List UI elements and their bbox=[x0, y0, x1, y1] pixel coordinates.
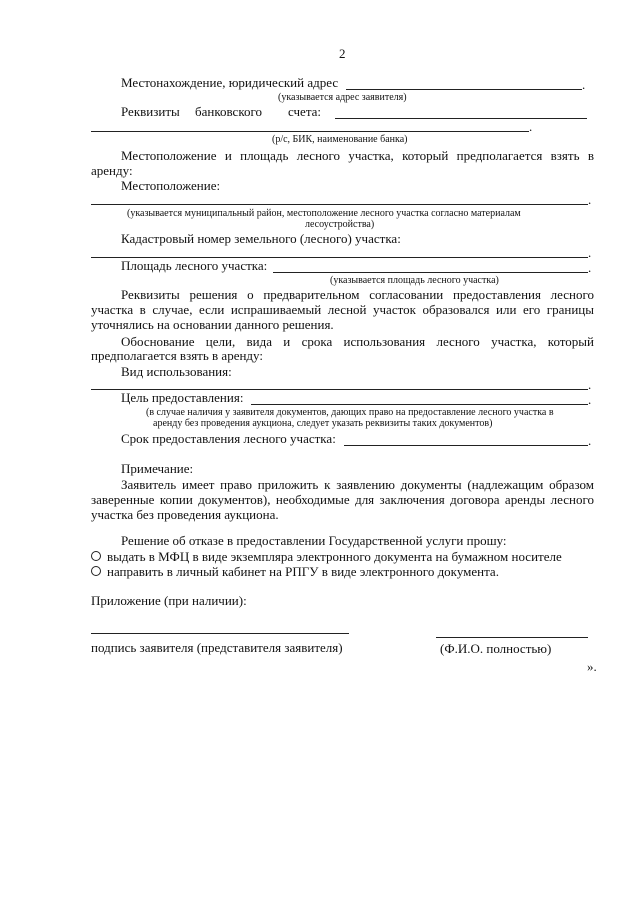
decision-line-3: уточнялись на основании данного решения. bbox=[91, 317, 334, 332]
location-field[interactable] bbox=[346, 89, 582, 90]
location-label: Местонахождение, юридический адрес bbox=[121, 75, 339, 90]
bank-field-line-1[interactable] bbox=[335, 118, 587, 119]
name-label: (Ф.И.О. полностью) bbox=[440, 641, 552, 656]
purpose-field[interactable] bbox=[251, 404, 588, 405]
position-hint-line-2: лесоустройства) bbox=[305, 219, 375, 230]
radio-circle-icon[interactable] bbox=[91, 551, 101, 561]
bank-label-2: банковского bbox=[195, 104, 262, 119]
note-line-2: заверенные копии документов), необходимые для заключения договора аренды лесного bbox=[91, 492, 594, 507]
name-field[interactable] bbox=[436, 637, 588, 638]
justification-line-1: Обоснование цели, вида и срока использования лесного участка, который bbox=[121, 334, 594, 349]
bank-hint: (р/с, БИК, наименование банка) bbox=[272, 134, 408, 145]
justification-line-2: предполагается взять в аренду: bbox=[91, 348, 263, 363]
field-end-dot: . bbox=[588, 245, 592, 260]
refusal-option-label: направить в личный кабинет на РПГУ в виде электронного документа. bbox=[107, 564, 499, 579]
note-title: Примечание: bbox=[121, 461, 194, 476]
usage-type-label: Вид использования: bbox=[121, 364, 232, 379]
refusal-option-rpgu[interactable] bbox=[91, 564, 499, 579]
purpose-hint-line-2: аренду без проведения аукциона, следует указать реквизиты таких документов) bbox=[153, 418, 493, 429]
decision-line-2: участка в случае, если испрашиваемый лесной участок образовался или его границы bbox=[91, 302, 594, 317]
plot-intro-line-2: аренду: bbox=[91, 163, 133, 178]
area-field[interactable] bbox=[273, 272, 588, 273]
position-field[interactable] bbox=[91, 204, 588, 205]
refusal-option-label: выдать в МФЦ в виде экземпляра электронного документа на бумажном носителе bbox=[107, 549, 562, 564]
field-end-dot: . bbox=[529, 119, 533, 134]
refusal-option-mfc[interactable] bbox=[91, 549, 562, 564]
purpose-label: Цель предоставления: bbox=[121, 390, 244, 405]
location-hint: (указывается адрес заявителя) bbox=[278, 92, 407, 103]
purpose-hint-line-1: (в случае наличия у заявителя документов, дающих право на предоставление лесного участка в bbox=[146, 407, 554, 418]
page-number: 2 bbox=[339, 46, 346, 61]
field-end-dot: . bbox=[588, 377, 592, 392]
bank-label-1: Реквизиты bbox=[121, 104, 180, 119]
decision-line-1: Реквизиты решения о предварительном согласовании предоставления лесного bbox=[121, 287, 594, 302]
field-end-dot: . bbox=[588, 260, 592, 275]
bank-label-3: счета: bbox=[288, 104, 322, 119]
attachment-label: Приложение (при наличии): bbox=[91, 593, 247, 608]
cadastral-label: Кадастровый номер земельного (лесного) участка: bbox=[121, 231, 401, 246]
position-hint-line-1: (указывается муниципальный район, местоположение лесного участка согласно материалам bbox=[127, 208, 521, 219]
area-label: Площадь лесного участка: bbox=[121, 258, 268, 273]
field-end-dot: . bbox=[588, 433, 592, 448]
bank-field-line-2[interactable] bbox=[91, 131, 529, 132]
plot-intro-line-1: Местоположение и площадь лесного участка, который предполагается взять в bbox=[121, 148, 594, 163]
term-field[interactable] bbox=[344, 445, 588, 446]
signature-field[interactable] bbox=[91, 633, 349, 634]
signature-label: подпись заявителя (представителя заявителя) bbox=[91, 640, 343, 655]
refusal-intro: Решение об отказе в предоставлении Государственной услуги прошу: bbox=[121, 533, 507, 548]
field-end-dot: . bbox=[582, 77, 586, 92]
closing-mark: ». bbox=[587, 659, 597, 674]
field-end-dot: . bbox=[588, 392, 592, 407]
field-end-dot: . bbox=[588, 192, 592, 207]
position-label: Местоположение: bbox=[121, 178, 221, 193]
radio-circle-icon[interactable] bbox=[91, 566, 101, 576]
area-hint: (указывается площадь лесного участка) bbox=[330, 275, 499, 286]
term-label: Срок предоставления лесного участка: bbox=[121, 431, 336, 446]
note-line-3: участка без проведения аукциона. bbox=[91, 507, 279, 522]
note-line-1: Заявитель имеет право приложить к заявлению документы (надлежащим образом bbox=[121, 477, 594, 492]
